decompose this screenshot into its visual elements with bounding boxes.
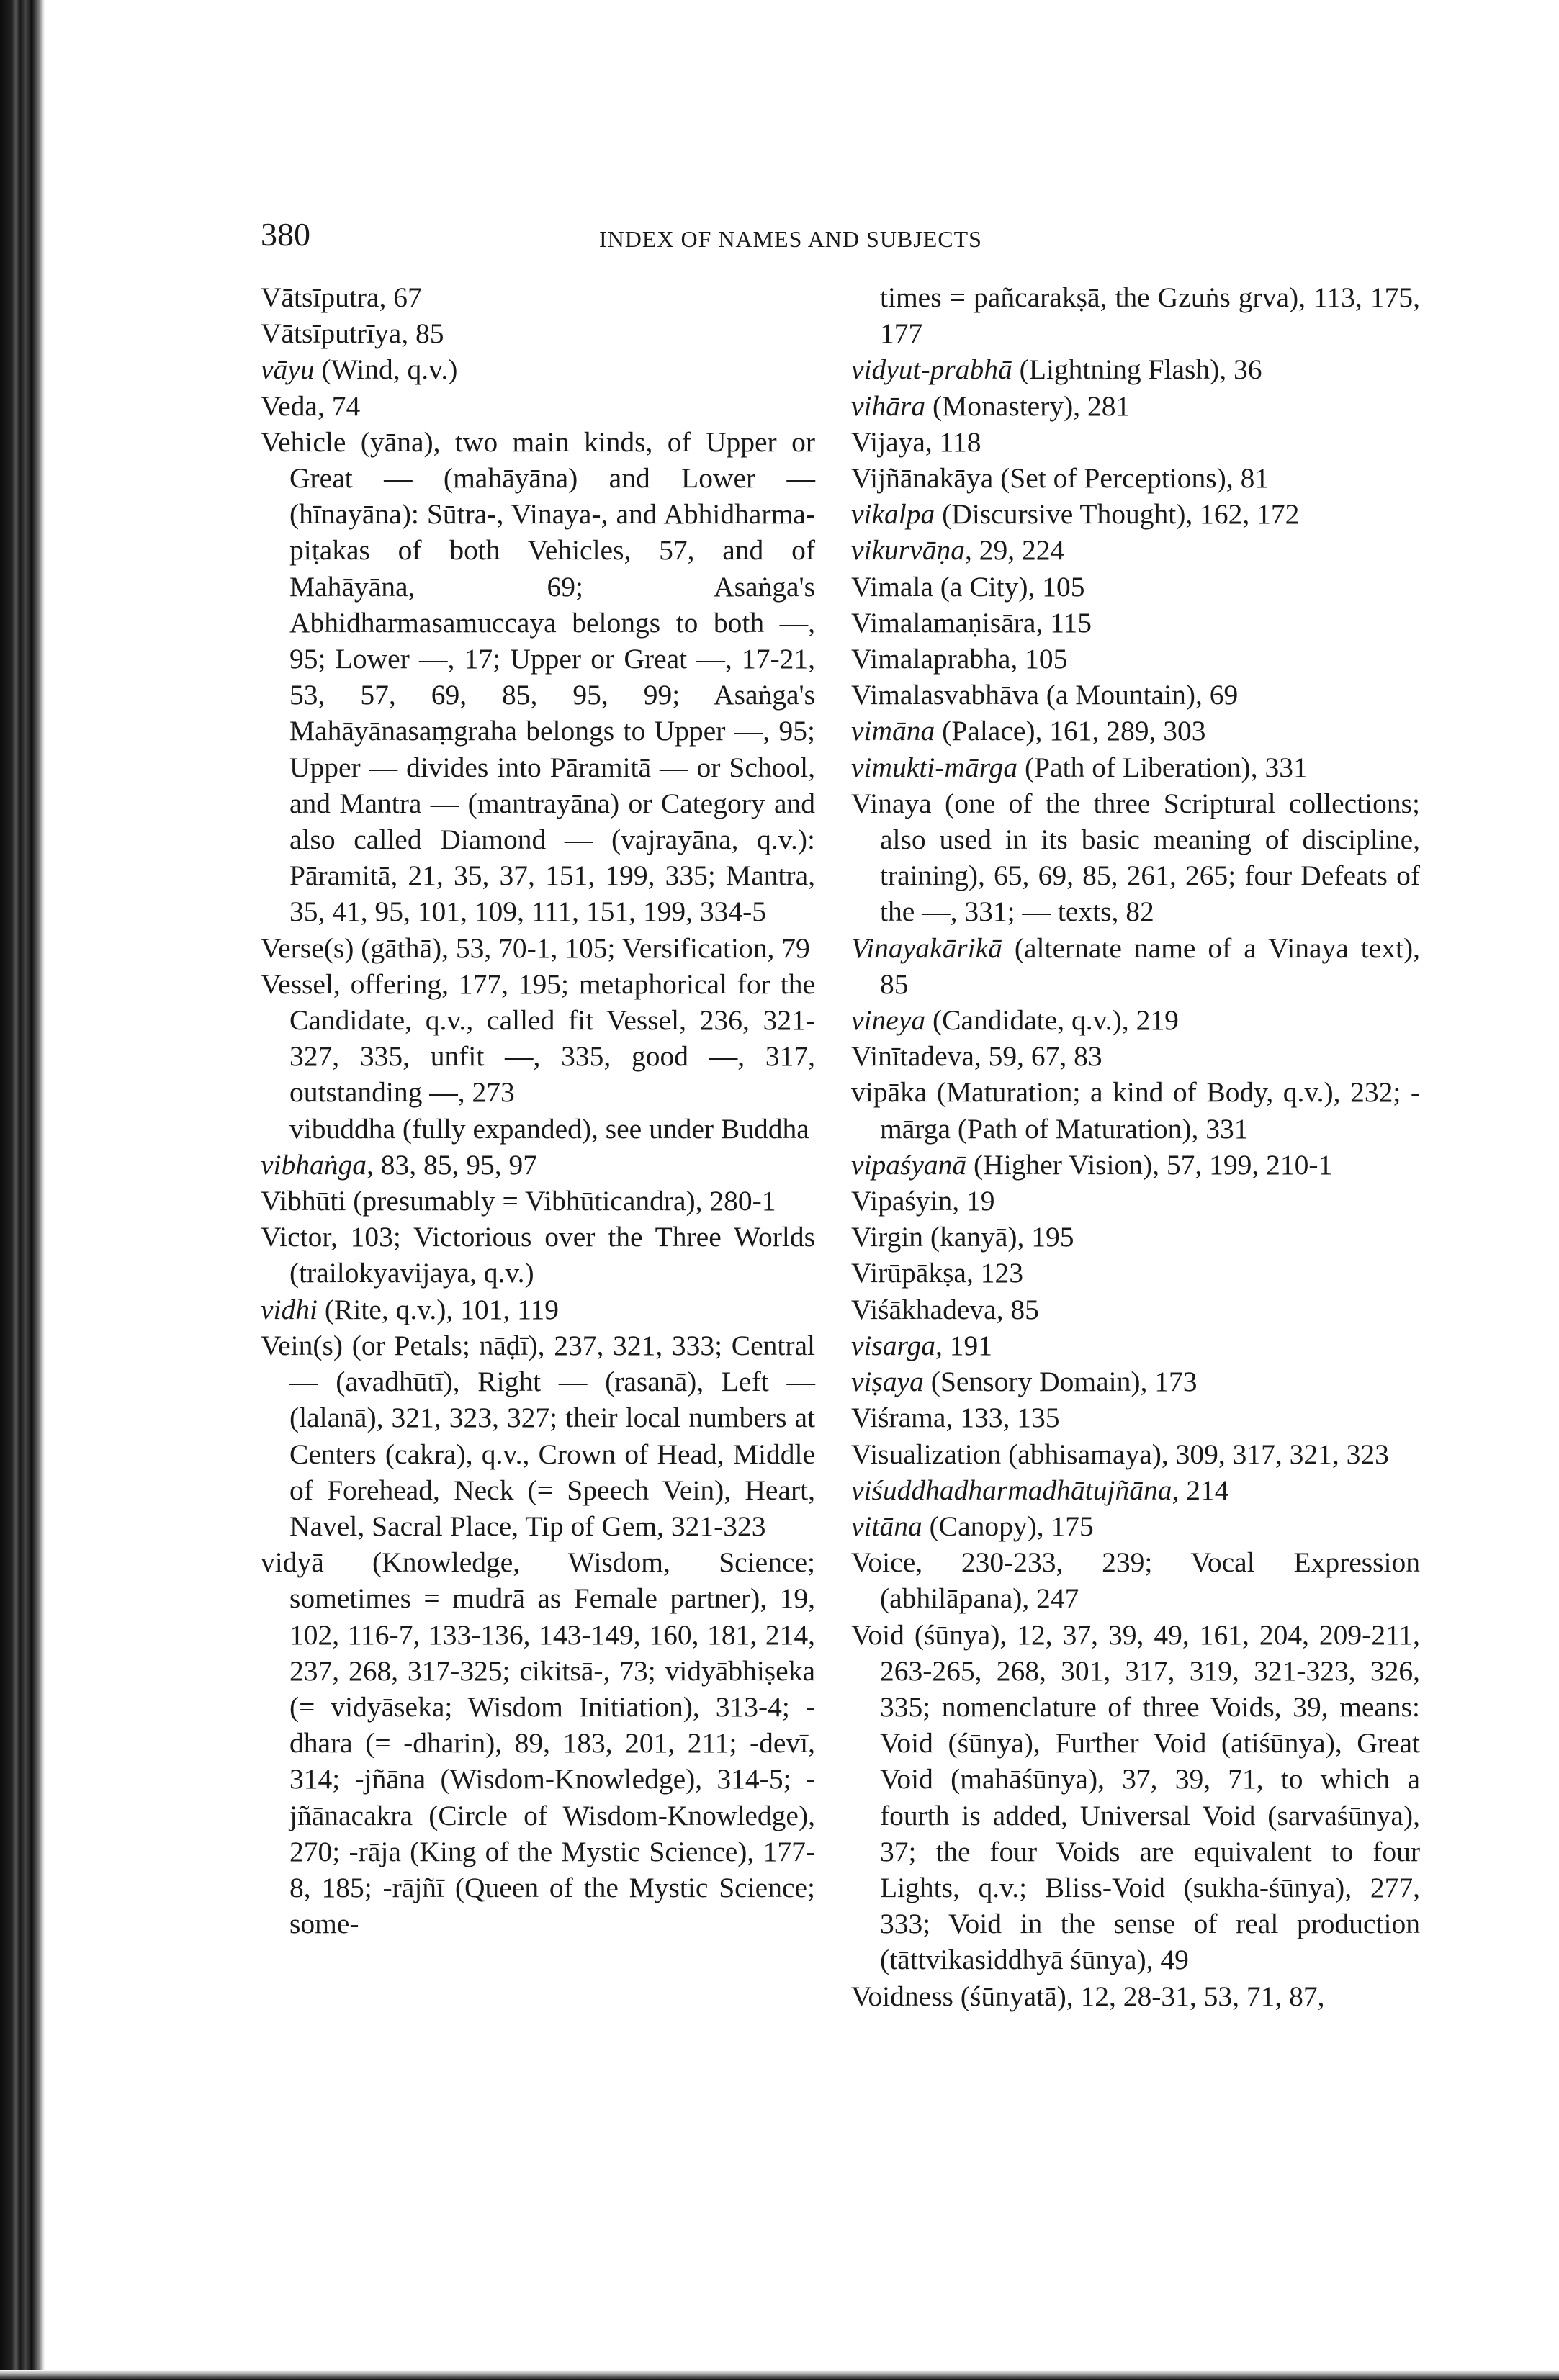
index-entry — [851, 1328, 1420, 1363]
index-entry — [851, 1147, 1420, 1183]
index-entry: Victor, 103; Victorious over the Three Worlds (trailokyavijaya, q.v.) — [261, 1221, 815, 1289]
index-term: vāyu — [261, 353, 315, 386]
index-term: vihāra — [851, 389, 926, 422]
index-entry: Vimalamaṇisāra, 115 — [851, 606, 1092, 639]
index-entry — [851, 713, 1420, 749]
index-locators: (Canopy), 175 — [922, 1510, 1094, 1542]
index-entry: Vimala (a City), 105 — [851, 570, 1085, 603]
index-entry: Vimalasvabhāva (a Mountain), 69 — [851, 679, 1239, 711]
index-term: vitāna — [851, 1510, 922, 1542]
index-entry: Verse(s) (gāthā), 53, 70-1, 105; Versification, 79 — [261, 932, 810, 964]
index-term: vimukti-mārga — [851, 751, 1018, 783]
index-entry — [261, 351, 815, 387]
index-entry: Void (śūnya), 12, 37, 39, 49, 161, 204, 209-211, 263-265, 268, 301, 317, 319, 321-323, 326, 335; nomenclature of three Voids, 39, means: Void (śūnya), Further Void (atiśūnya), Great Void (mahāśūnya), 37, 39, 71, to which a fourth is added, Universal Void (sarvaśūnya), 37; the four Voids are equivalent to four Lights, q.v.; Bliss-Void (sukha-śūnya), 277, 333; Void in the sense of real production (tāttvikasiddhyā śūnya), 49 — [851, 1618, 1420, 1976]
index-term: vimāna — [851, 715, 935, 747]
index-entry: Voidness (śūnyatā), 12, 28-31, 53, 71, 87, — [851, 1980, 1325, 2012]
index-entry: Vinaya (one of the three Scriptural collections; also used in its basic meaning of discipline, training), 65, 69, 85, 261, 265; four Defeats of the —, 331; — texts, 82 — [851, 787, 1420, 928]
index-term: vikurvāṇa — [851, 534, 965, 567]
index-entry: Virūpākṣa, 123 — [851, 1257, 1023, 1289]
page-bottom-edge — [0, 2370, 1559, 2380]
index-entry: Vessel, offering, 177, 195; metaphorical for the Candidate, q.v., called fit Vessel, 236, 321-327, 335, unfit —, 335, good —, 317, outstanding —, 273 — [261, 968, 815, 1109]
index-locators: , 191 — [935, 1329, 993, 1361]
page-number: 380 — [261, 216, 310, 253]
index-locators: (Path of Liberation), 331 — [1017, 751, 1308, 783]
index-entry: Vehicle (yāna), two main kinds, of Upper or Great — (mahāyāna) and Lower — (hīnayāna): Sūtra-, Vinaya-, and Abhidharma-piṭakas of both Vehicles, 57, and of Mahāyāna, 69; Asaṅga's Abhidharmasamuccaya belongs to both —, 95; Lower —, 17; Upper or Great —, 17-21, 53, 57, 69, 85, 95, 99; Asaṅga's Mahāyānasaṃgraha belongs to Upper —, 95; Upper — divides into Pāramitā — or School, and Mantra — (mantrayāna) or Category and also called Diamond — (vajrayāna, q.v.): Pāramitā, 21, 35, 37, 151, 199, 335; Mantra, 35, 41, 95, 101, 109, 111, 151, 199, 334-5 — [261, 425, 815, 928]
index-entry — [851, 749, 1420, 785]
index-term: Vinayakārikā — [851, 932, 1002, 964]
index-entry: Vinītadeva, 59, 67, 83 — [851, 1040, 1102, 1073]
index-entry — [261, 1147, 815, 1183]
index-term: vidhi — [261, 1293, 318, 1325]
index-term: vidyut-prabhā — [851, 353, 1012, 386]
index-entry: Visualization (abhisamaya), 309, 317, 321, 323 — [851, 1438, 1389, 1470]
index-entry — [261, 1292, 815, 1328]
index-entry: times = pañcarakṣā, the Gzuṅs grva), 113, 175, 177 — [880, 281, 1420, 350]
index-entry — [851, 930, 1420, 1002]
index-term: viṣaya — [851, 1366, 924, 1398]
index-term: viśuddhadharmadhātujñāna — [851, 1474, 1172, 1506]
index-locators: (Lightning Flash), 36 — [1012, 353, 1262, 386]
index-entry: Vātsīputra, 67 — [261, 281, 422, 313]
index-column-left — [261, 279, 815, 1942]
index-entry: Vijaya, 118 — [851, 425, 981, 458]
page-header — [261, 213, 1413, 256]
index-entry — [851, 1508, 1420, 1544]
index-locators: (Wind, q.v.) — [314, 353, 458, 386]
index-entry: Vibhūti (presumably = Vibhūticandra), 280-1 — [261, 1185, 776, 1217]
index-locators: (Candidate, q.v.), 219 — [925, 1004, 1179, 1037]
index-entry: vibuddha (fully expanded), see under Buddha — [289, 1112, 809, 1145]
index-entry — [851, 1002, 1420, 1038]
index-locators: (Monastery), 281 — [925, 389, 1131, 422]
index-entry: Vātsīputrīya, 85 — [261, 317, 444, 350]
index-entry: Vijñānakāya (Set of Perceptions), 81 — [851, 462, 1270, 495]
index-entry: Vimalaprabha, 105 — [851, 643, 1068, 675]
index-entry: vidyā (Knowledge, Wisdom, Science; sometimes = mudrā as Female partner), 19, 102, 116-7, 133-136, 143-149, 160, 181, 214, 237, 268, 317-325; cikitsā-, 73; vidyābhiṣeka (= vidyāseka; Wisdom Initiation), 313-4; -dhara (= -dharin), 89, 183, 201, 211; -devī, 314; -jñāna (Wisdom-Knowledge), 314-5; -jñānacakra (Circle of Wisdom-Knowledge), 270; -rāja (King of the Mystic Science), 177-8, 185; -rājñī (Queen of the Mystic Science; some- — [261, 1546, 815, 1940]
index-term: visarga — [851, 1329, 936, 1361]
index-locators: , 29, 224 — [964, 534, 1065, 567]
index-entry: Vipaśyin, 19 — [851, 1185, 995, 1217]
index-entry: Veda, 74 — [261, 389, 361, 422]
book-binding-shadow — [0, 0, 45, 2380]
index-locators: (alternate name of a Vinaya text), 85 — [880, 932, 1420, 1000]
index-locators: (Rite, q.v.), 101, 119 — [317, 1293, 559, 1325]
index-locators: (Higher Vision), 57, 199, 210-1 — [966, 1148, 1333, 1181]
index-column-right — [851, 279, 1420, 2014]
index-locators: (Discursive Thought), 162, 172 — [935, 498, 1300, 531]
index-locators: (Palace), 161, 289, 303 — [935, 715, 1206, 747]
index-entry: Viśrama, 133, 135 — [851, 1402, 1060, 1434]
running-title: INDEX OF NAMES AND SUBJECTS — [599, 226, 982, 252]
index-entry: Virgin (kanyā), 195 — [851, 1221, 1074, 1253]
index-entry: Voice, 230-233, 239; Vocal Expression (abhilāpana), 247 — [851, 1546, 1420, 1615]
index-entry — [851, 388, 1420, 424]
index-entry — [851, 1363, 1420, 1399]
index-term: vineya — [851, 1004, 926, 1037]
index-locators: , 83, 85, 95, 97 — [367, 1148, 538, 1181]
index-term: vipaśyanā — [851, 1148, 967, 1181]
index-locators: , 214 — [1172, 1474, 1229, 1506]
index-term: vikalpa — [851, 498, 935, 531]
index-entry — [851, 1472, 1420, 1508]
index-term: vibhaṅga — [261, 1148, 367, 1181]
index-entry: Vein(s) (or Petals; nāḍī), 237, 321, 333; Central — (avadhūtī), Right — (rasanā), Left — (lalanā), 321, 323, 327; their local numbers at Centers (cakra), q.v., Crown of Head, Middle of Forehead, Neck (= Speech Vein), Heart, Navel, Sacral Place, Tip of Gem, 321-323 — [261, 1329, 815, 1542]
index-entry: Viśākhadeva, 85 — [851, 1293, 1039, 1325]
index-entry — [851, 532, 1420, 568]
index-entry: vipāka (Maturation; a kind of Body, q.v.), 232; -mārga (Path of Maturation), 331 — [851, 1076, 1420, 1145]
index-locators: (Sensory Domain), 173 — [923, 1366, 1198, 1398]
index-entry — [851, 351, 1420, 387]
index-entry — [851, 496, 1420, 532]
